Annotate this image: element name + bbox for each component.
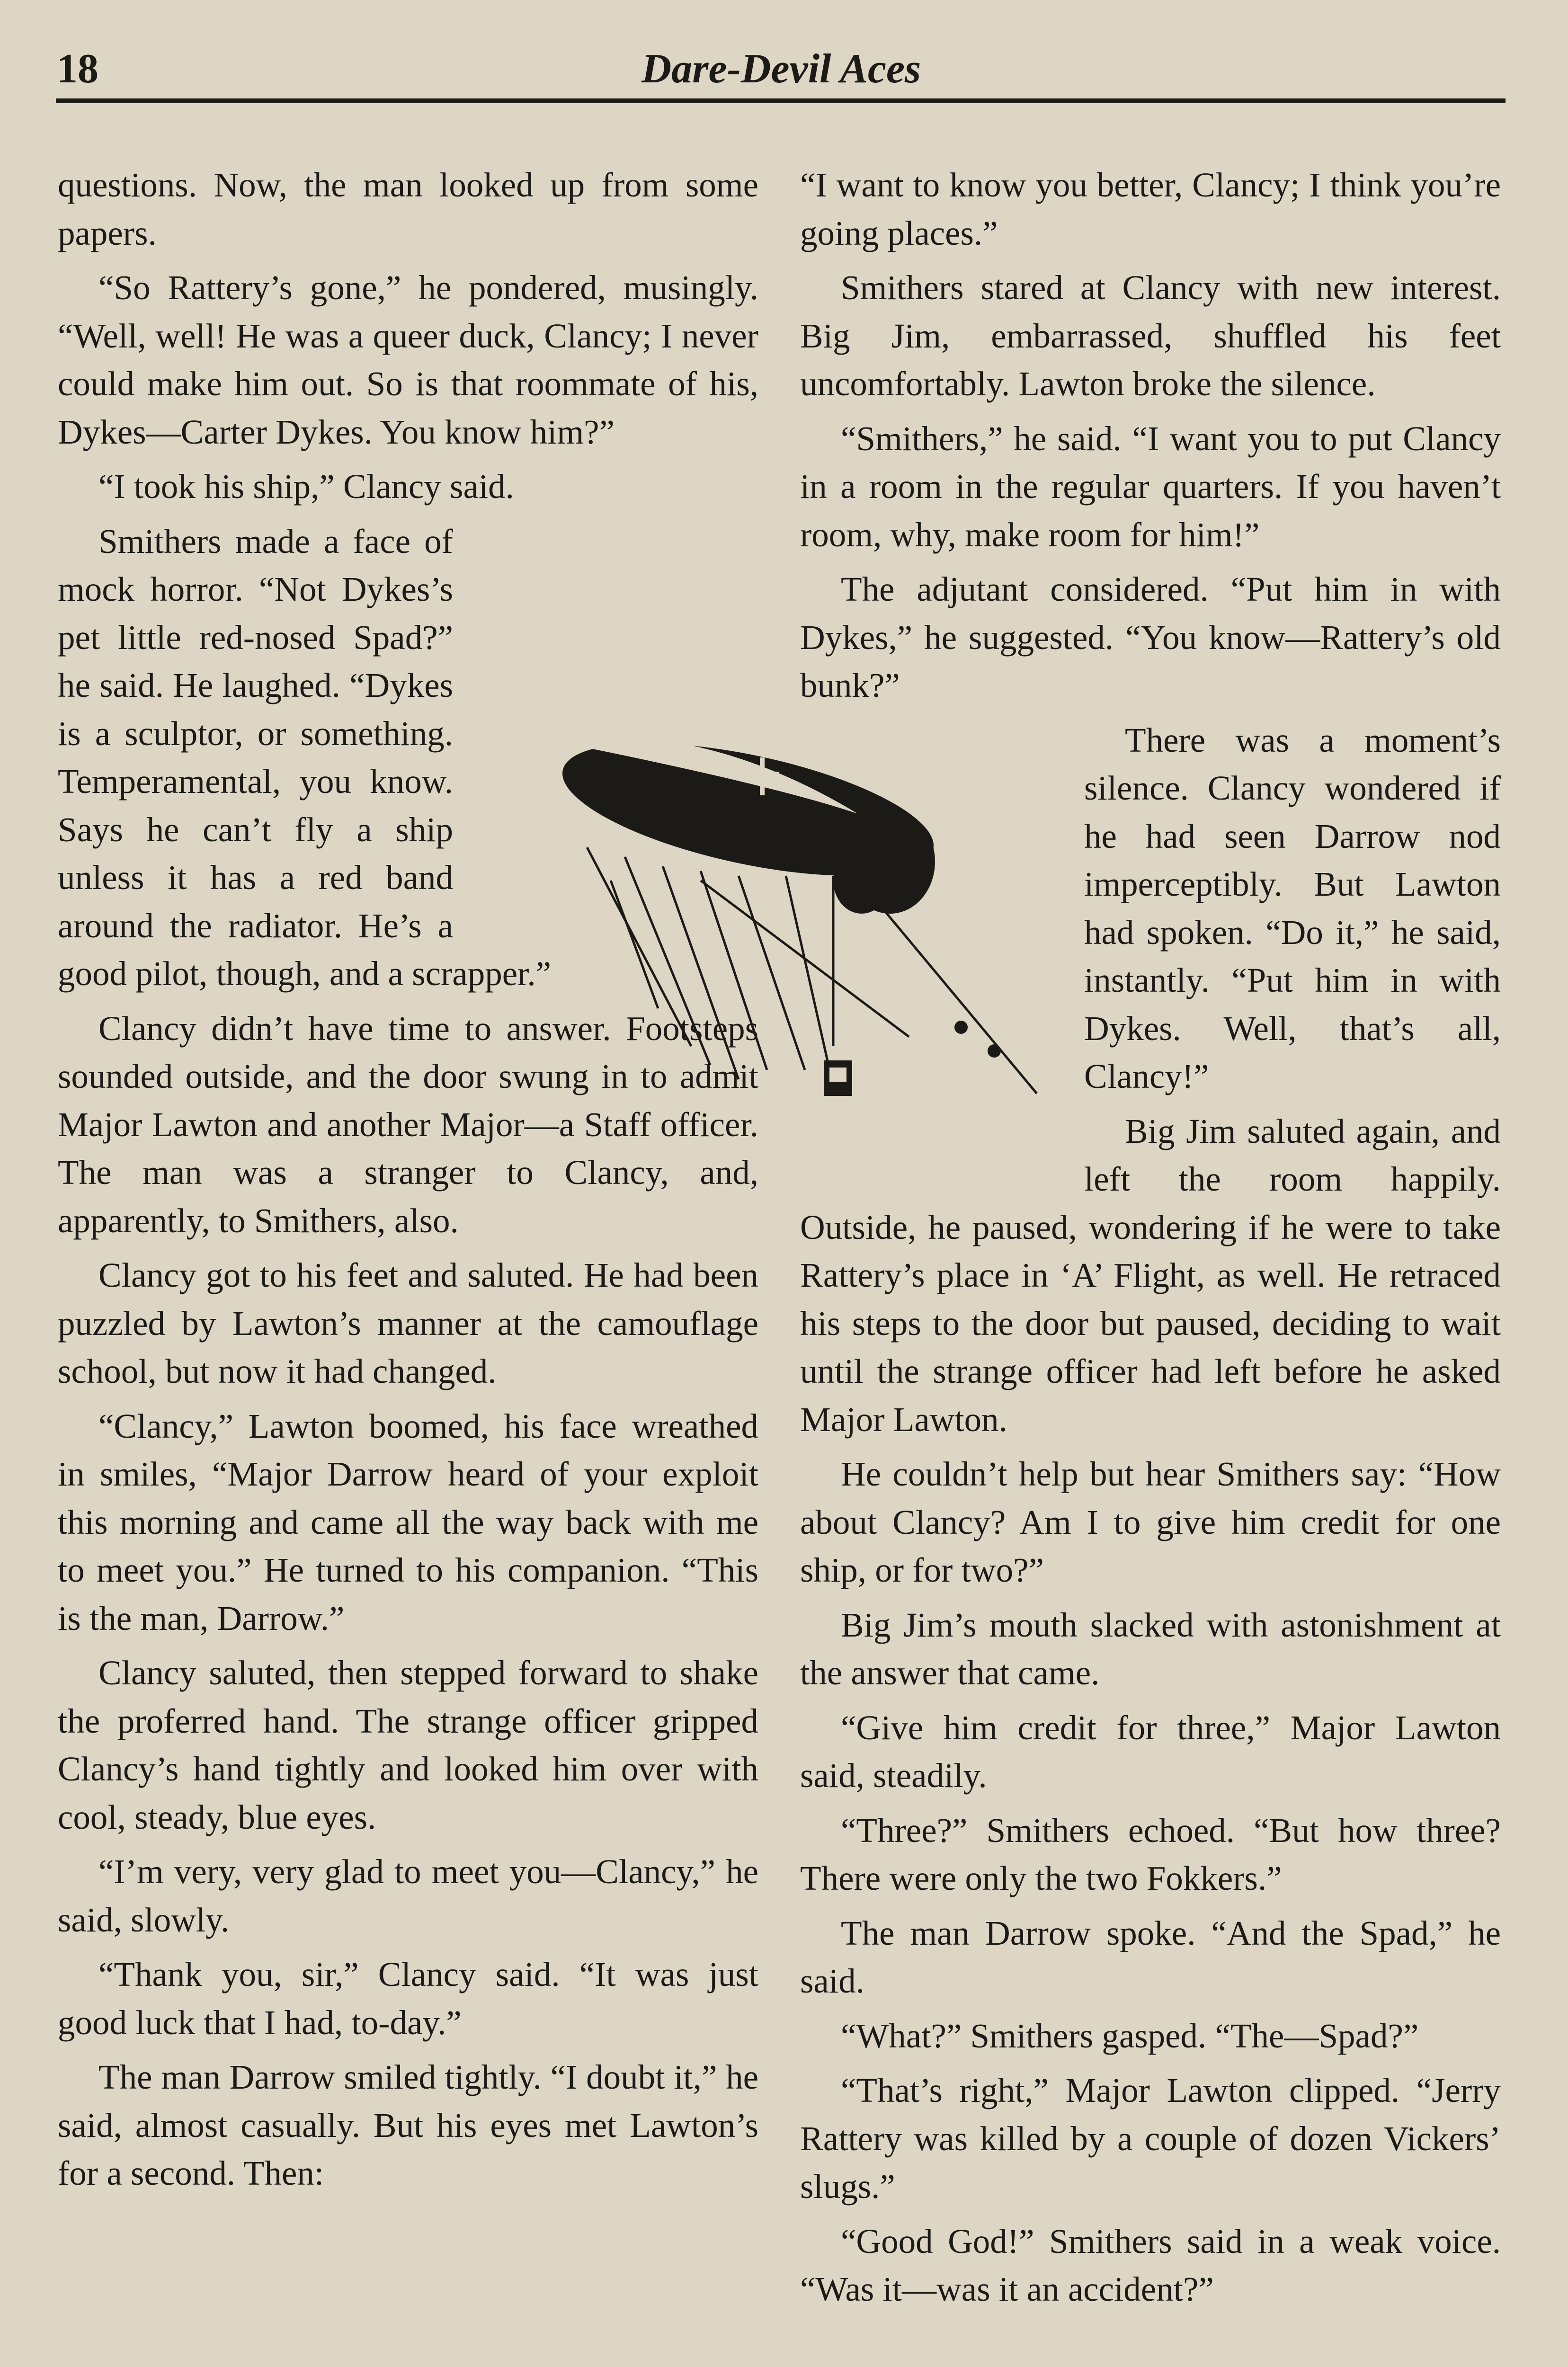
running-title: Dare-Devil Aces xyxy=(641,46,921,92)
rigging-lines xyxy=(587,847,1037,1094)
paragraph: “I’m very, very glad to meet you—Clancy,” he said, slowly. xyxy=(58,1852,758,1939)
paragraph: He couldn’t help but hear Smithers say: “How about Clancy? Am I to give him credit for one ship, or for two?” xyxy=(800,1455,1501,1589)
paragraph: The adjutant considered. “Put him in with Dykes,” he suggested. “You know—Rattery’s old bunk?” xyxy=(800,570,1501,704)
paragraph: Clancy didn’t have time to answer. Footsteps sounded outside, and the door swung in to admit Major Lawton and another Major—a Staff officer. The man was a stranger to Clancy, and, apparently, to Smithers, also. xyxy=(58,1009,758,1240)
paragraph: “That’s right,” Major Lawton clipped. “Jerry Rattery was killed by a couple of dozen Vickers’ slugs.” xyxy=(800,2071,1501,2206)
paragraph: “Smithers,” he said. “I want you to put Clancy in a room in the regular quarters. If you haven’t room, why, make room for him!” xyxy=(800,419,1501,554)
page-number: 18 xyxy=(57,46,98,92)
paragraph: There was a moment’s silence. Clancy wondered if he had seen Darrow nod imperceptibly. But Lawton had spoken. “Do it,” he said, instantly. “Put him in with Dykes. Well, that’s all, Clancy!” xyxy=(1084,721,1501,1095)
paragraph: “I took his ship,” Clancy said. xyxy=(98,467,514,506)
paragraph: “Good God!” Smithers said in a weak voice. “Was it—was it an accident?” xyxy=(800,2222,1501,2308)
paragraph: Clancy saluted, then stepped forward to shake the proferred hand. The strange officer gripped Clancy’s hand tightly and looked him over with cool, steady, blue eyes. xyxy=(58,1654,758,1836)
gondola-icon xyxy=(824,1060,852,1096)
paragraph: “Thank you, sir,” Clancy said. “It was just good luck that I had, to-day.” xyxy=(58,1955,758,2042)
right-column xyxy=(800,161,1501,2320)
paragraph: “Give him credit for three,” Major Lawton said, steadily. xyxy=(800,1708,1501,1795)
paragraph: Big Jim saluted again, and left the room happily. Outside, he paused, wondering if he were to take Rattery’s place in ‘A’ Flight, as well. He retraced his steps to the door but paused, deciding to wait until the strange officer had left before he asked Major Lawton. xyxy=(800,1112,1501,1439)
paragraph: Clancy got to his feet and saluted. He had been puzzled by Lawton’s manner at the camouflage school, but now it had changed. xyxy=(58,1256,758,1390)
paragraph: “What?” Smithers gasped. “The—Spad?” xyxy=(841,2016,1419,2055)
tether-weights xyxy=(954,1021,1001,1058)
left-column xyxy=(58,161,758,2204)
paragraph: Big Jim’s mouth slacked with astonishment at the answer that came. xyxy=(800,1605,1501,1692)
observation-balloon-illustration xyxy=(502,739,1056,1146)
paragraph: Smithers made a face of mock horror. “Not Dykes’s pet little red-nosed Spad?” he said. He laughed. “Dykes is a sculptor, or something. Temperamental, you know. Says he can’t fly a ship unless it has a red band around the radiator. He’s a good pilot, though, and a scrapper.” xyxy=(58,522,552,993)
paragraph: “Three?” Smithers echoed. “But how three? There were only the two Fokkers.” xyxy=(800,1811,1501,1897)
paragraph: Smithers stared at Clancy with new interest. Big Jim, embarrassed, shuffled his feet uncomfortably. Lawton broke the silence. xyxy=(800,268,1501,403)
paragraph: questions. Now, the man looked up from some papers. xyxy=(58,166,758,252)
header-rule xyxy=(56,98,1506,103)
paragraph: The man Darrow spoke. “And the Spad,” he said. xyxy=(800,1913,1501,2000)
paragraph: “Clancy,” Lawton boomed, his face wreathed in smiles, “Major Darrow heard of your exploit this morning and came all the way back with me to meet you.” He turned to his companion. “This is the man, Darrow.” xyxy=(58,1406,758,1637)
paragraph: The man Darrow smiled tightly. “I doubt it,” he said, almost casually. But his eyes met Lawton’s for a second. Then: xyxy=(58,2058,758,2192)
paragraph: “I want to know you better, Clancy; I think you’re going places.” xyxy=(800,166,1501,252)
paragraph: “So Rattery’s gone,” he pondered, musingly. “Well, well! He was a queer duck, Clancy; I never could make him out. So is that roommate of his, Dykes—Carter Dykes. You know him?” xyxy=(58,268,758,451)
page-header xyxy=(57,45,1506,102)
